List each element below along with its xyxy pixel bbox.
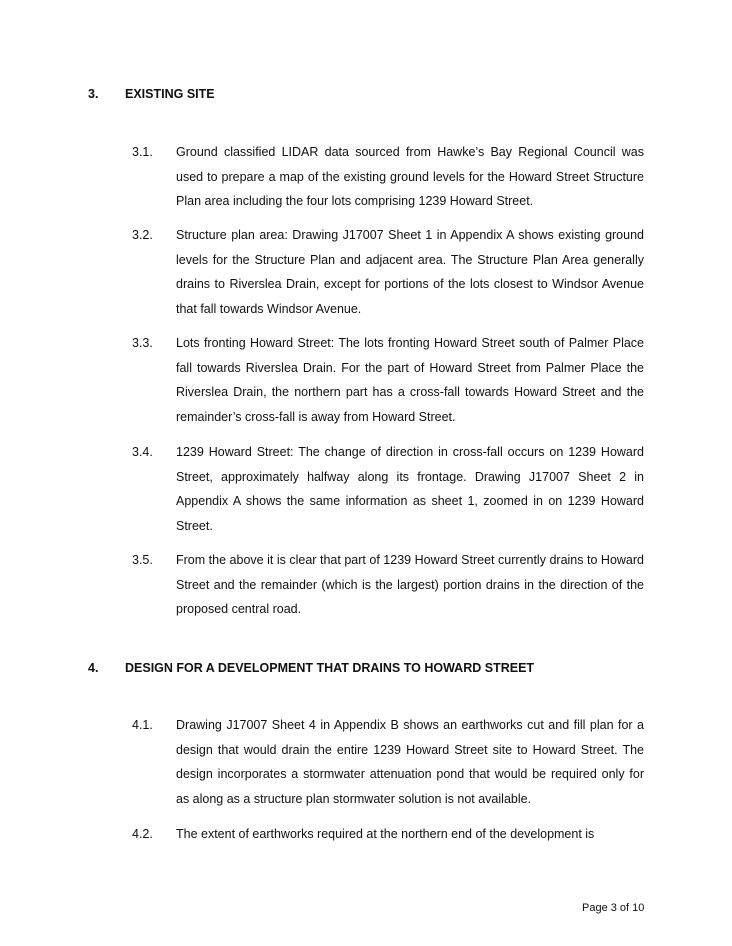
paragraph-3-5 (132, 548, 644, 622)
paragraph-4-1 (132, 713, 644, 811)
section-title: DESIGN FOR A DEVELOPMENT THAT DRAINS TO HOWARD STREET (125, 661, 535, 675)
paragraph-text: Drawing J17007 Sheet 4 in Appendix B shows an earthworks cut and fill plan for a design that would drain the entire 1239 Howard Street site to Howard Street. The design incorporates a stormwater attenuation pond that would be required only for as along as a structure plan stormwater solution is not available. (176, 718, 644, 806)
paragraph-number: 3.3. (132, 336, 153, 350)
paragraph-3-4 (132, 440, 644, 538)
paragraph-number: 3.2. (132, 228, 153, 242)
paragraph-3-3 (132, 331, 644, 429)
paragraph-4-2 (132, 822, 644, 847)
paragraph-number: 4.1. (132, 718, 153, 732)
page-number: Page 3 of 10 (582, 902, 645, 914)
paragraph-text: The extent of earthworks required at the northern end of the development is (176, 827, 595, 841)
paragraph-text: Ground classified LIDAR data sourced from Hawke’s Bay Regional Council was used to prepare a map of the existing ground levels for the Howard Street Structure Plan area including the four lots comprising 1239 Howard Street. (176, 145, 644, 209)
paragraph-number: 3.1. (132, 145, 153, 159)
paragraph-text: Lots fronting Howard Street: The lots fronting Howard Street south of Palmer Place fall towards Riverslea Drain. For the part of Howard Street from Palmer Place the Riverslea Drain, the northern part has a cross-fall towards Howard Street and the remainder’s cross-fall is away from Howard Street. (176, 336, 644, 424)
section-title: EXISTING SITE (125, 87, 215, 101)
paragraph-text: Structure plan area: Drawing J17007 Sheet 1 in Appendix A shows existing ground levels for the Structure Plan and adjacent area. The Structure Plan Area generally drains to Riverslea Drain, except for portions of the lots closest to Windsor Avenue that fall towards Windsor Avenue. (176, 228, 644, 316)
paragraph-text: 1239 Howard Street: The change of direction in cross-fall occurs on 1239 Howard Street, approximately halfway along its frontage. Drawing J17007 Sheet 2 in Appendix A shows the same information as sheet 1, zoomed in on 1239 Howard Street. (176, 445, 644, 533)
paragraph-number: 3.5. (132, 553, 153, 567)
paragraph-number: 4.2. (132, 827, 153, 841)
section-number: 3. (88, 87, 99, 101)
paragraph-number: 3.4. (132, 445, 153, 459)
paragraph-text: From the above it is clear that part of 1239 Howard Street currently drains to Howard Street and the remainder (which is the largest) portion drains in the direction of the proposed central road. (176, 553, 644, 617)
section-number: 4. (88, 661, 99, 675)
paragraph-3-2 (132, 223, 644, 321)
paragraph-3-1 (132, 140, 644, 214)
